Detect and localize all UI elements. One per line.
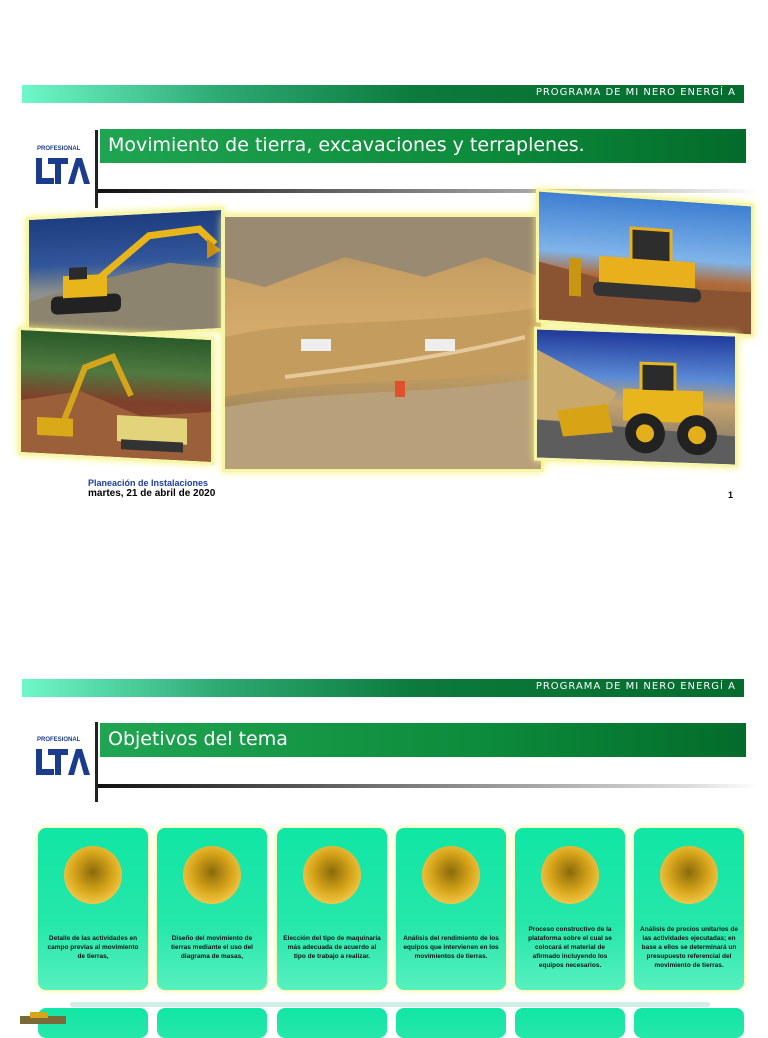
slide-title: Movimiento de tierra, excavaciones y terraplenes. [108,134,585,156]
photo-wheel-loader [534,326,738,467]
title-bar-2 [100,723,746,757]
photo-bulldozer [536,188,754,337]
photo-excavator-loading [18,327,214,465]
horizontal-divider-2 [98,784,758,788]
excavator-icon [29,210,221,338]
objective-bullet-icon [660,846,718,904]
objective-card-lower-6 [634,1008,744,1038]
mine-site-icon [225,217,541,469]
page-number: 1 [728,490,734,500]
bulldozer-icon [539,192,751,335]
objective-card-lower-5 [515,1008,625,1038]
excavator-thumbnail-icon [20,1012,66,1024]
cards-connector [70,1002,710,1007]
objective-card-lower-3 [277,1008,387,1038]
lta-logo-icon-2 [34,743,90,783]
footer-date: martes, 21 de abril de 2020 [88,488,216,499]
objective-card-lower-2 [157,1008,267,1038]
photo-excavator [26,207,224,341]
objective-text-1: Detalle de las actividades en campo previas al movimiento de tierras, [47,934,139,960]
excavator-truck-icon [21,330,211,462]
header-bar-2 [22,679,744,697]
objective-text-4: Análisis del rendimiento de los equipos que intervienen en los movimientos de tierras. [403,934,499,960]
vertical-divider-2 [95,722,98,802]
objective-card-5 [515,828,625,990]
footer-subtitle: Planeación de Instalaciones [88,478,209,488]
logo-small-text-2: PROFESIONAL [37,737,81,743]
objective-card-6 [634,828,744,990]
objective-card-4 [396,828,506,990]
objective-card-3 [277,828,387,990]
objective-card-1 [38,828,148,990]
title-bar [100,129,746,163]
objective-bullet-icon [303,846,361,904]
wheel-loader-icon [537,330,735,465]
header-bar [22,85,744,103]
logo [34,146,94,192]
objective-bullet-icon [422,846,480,904]
objective-text-2: Diseño del movimiento de tierras mediante el uso del diagrama de masas, [170,934,253,960]
header-label: PROGRAMA DE MI NERO ENERGÍ A [535,87,736,98]
objective-bullet-icon [541,846,599,904]
objective-card-lower-4 [396,1008,506,1038]
logo-2 [34,737,94,783]
objective-card-2 [157,828,267,990]
lta-logo-icon [34,152,90,192]
logo-small-text: PROFESIONAL [37,146,81,152]
photo-earthworks-site [222,214,544,472]
objective-bullet-icon [183,846,241,904]
objective-text-6: Análisis de precios unitarios de las actividades ejecutadas; en base a ellos se determinará un presupuesto referencial del movimiento de tierras. [640,925,738,969]
header-label-2: PROGRAMA DE MI NERO ENERGÍ A [535,681,736,692]
objective-bullet-icon [64,846,122,904]
objective-text-5: Proceso constructivo de la plataforma sobre el cual se colocará el material de afirmado incluyendo los equipos necesarios. [528,925,612,969]
slide-title-2: Objetivos del tema [108,728,288,750]
horizontal-divider [98,189,758,193]
vertical-divider [95,130,98,208]
objective-text-3: Elección del tipo de maquinaria más adecuada de acuerdo al tipo de trabajo a realizar. [283,934,381,960]
